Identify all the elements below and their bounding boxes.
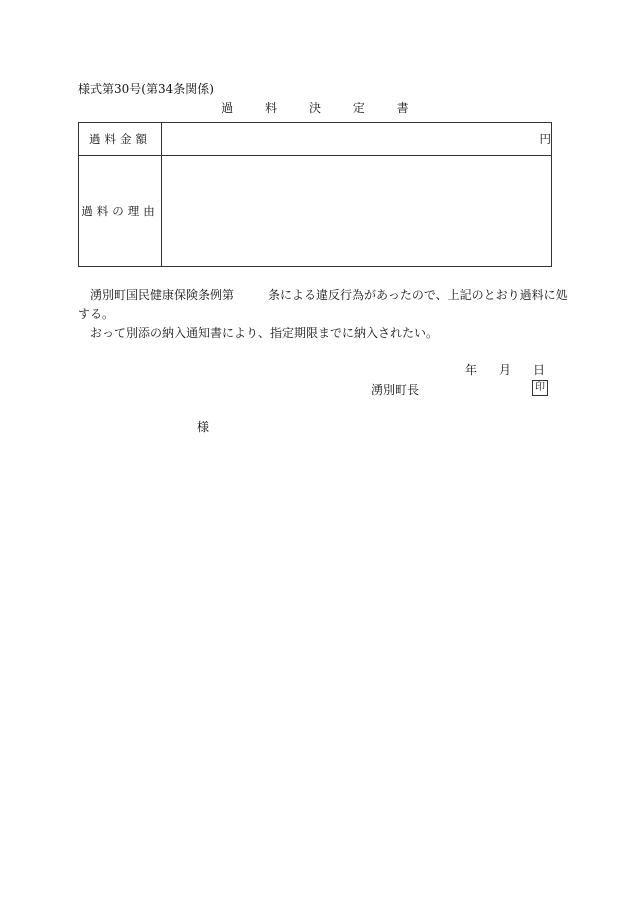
paragraph-1: [90, 286, 568, 305]
table-row-amount: [79, 123, 552, 156]
paragraph-1-end: 条による違反行為があったので、上記のとおり過料に処: [268, 288, 568, 302]
seal-mark: 印: [532, 380, 548, 396]
title-char: 書: [396, 101, 409, 115]
date-line: [465, 361, 545, 378]
date-month: 月: [498, 363, 511, 377]
title-char: 決: [308, 101, 321, 115]
amount-unit: 円: [539, 132, 551, 146]
paragraph-1-start: 湧別町国民健康保険条例第: [90, 288, 235, 302]
recipient-suffix: 様: [197, 420, 210, 434]
title-char: 料: [265, 101, 278, 115]
title-char: 定: [352, 101, 365, 115]
amount-label: 過料金額: [79, 123, 162, 156]
date-day: 日: [532, 363, 545, 377]
paragraph-2: おって別添の納入通知書により、指定期限までに納入されたい。: [90, 326, 439, 340]
date-year: 年: [464, 363, 477, 377]
title-char: 過: [221, 101, 234, 115]
table-row-reason: [79, 156, 552, 267]
reason-field[interactable]: [162, 156, 552, 267]
penalty-table: [78, 122, 552, 267]
form-number: 様式第30号(第34条関係): [78, 82, 214, 96]
document-title: [0, 99, 630, 116]
amount-field[interactable]: [162, 123, 552, 156]
issuer-name: 湧別町長: [371, 383, 420, 397]
reason-label: 過料の理由: [79, 156, 162, 267]
paragraph-1-continuation: する。: [78, 307, 115, 321]
